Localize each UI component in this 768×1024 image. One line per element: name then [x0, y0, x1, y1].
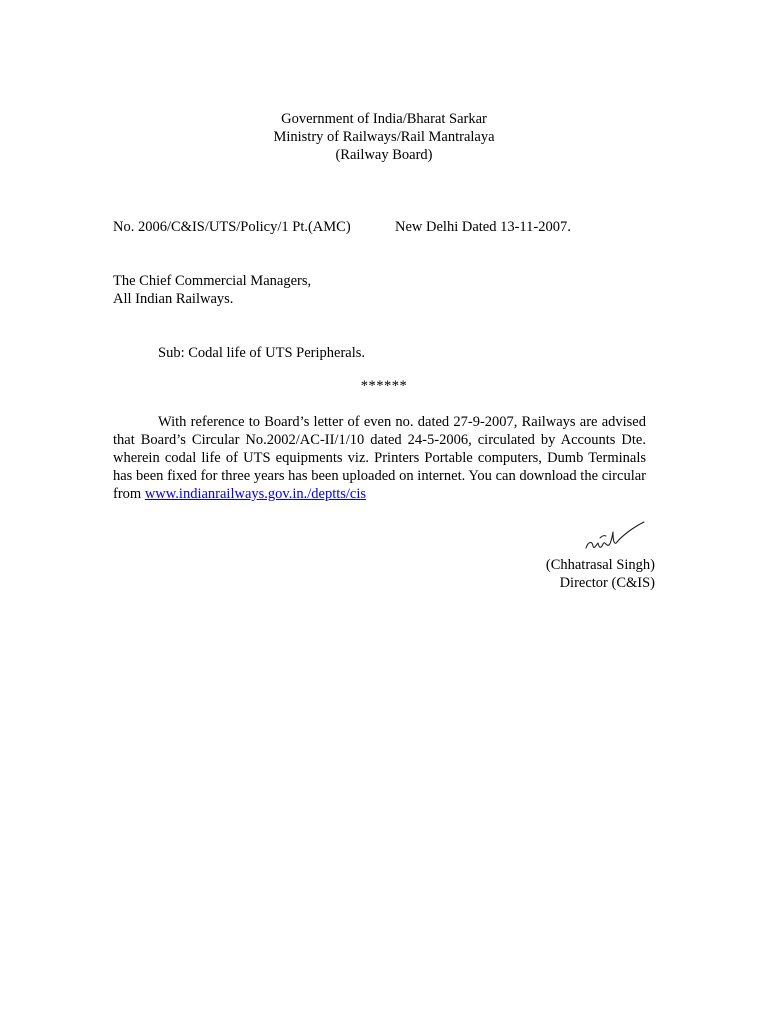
addressee-organisation: All Indian Railways. [113, 291, 234, 307]
letterhead-government: Government of India/Bharat Sarkar [281, 111, 487, 127]
letterhead-board: (Railway Board) [335, 147, 433, 163]
addressee-block [113, 272, 311, 308]
signatory-block [546, 556, 655, 592]
subject-line: Sub: Codal life of UTS Peripherals. [158, 345, 366, 361]
body-paragraph [113, 413, 646, 503]
circular-download-link[interactable]: www.indianrailways.gov.in./deptts/cis [144, 486, 367, 502]
signatory-name: (Chhatrasal Singh) [545, 557, 655, 573]
separator-stars: ****** [360, 378, 408, 394]
letterhead-ministry: Ministry of Railways/Rail Mantralaya [273, 129, 495, 145]
letterhead [0, 110, 768, 164]
signatory-designation: Director (C&IS) [559, 575, 655, 591]
place-and-date: New Delhi Dated 13-11-2007. [395, 219, 571, 235]
reference-number: No. 2006/C&IS/UTS/Policy/1 Pt.(AMC) [113, 219, 351, 235]
handwritten-signature [582, 518, 648, 558]
addressee-title: The Chief Commercial Managers, [113, 273, 312, 289]
body-text: With reference to Board’s letter of even no. dated 27-9-2007, Railways are advised that Board’s Circular No.2002/AC-II/1/10 dated 24-5-2006, circulated by Accounts Dte. wherein codal life of UTS equipments viz. Printers Portable computers, Dumb Terminals has been fixed for three years has been uploaded on internet. You can download the circular from [113, 414, 646, 502]
